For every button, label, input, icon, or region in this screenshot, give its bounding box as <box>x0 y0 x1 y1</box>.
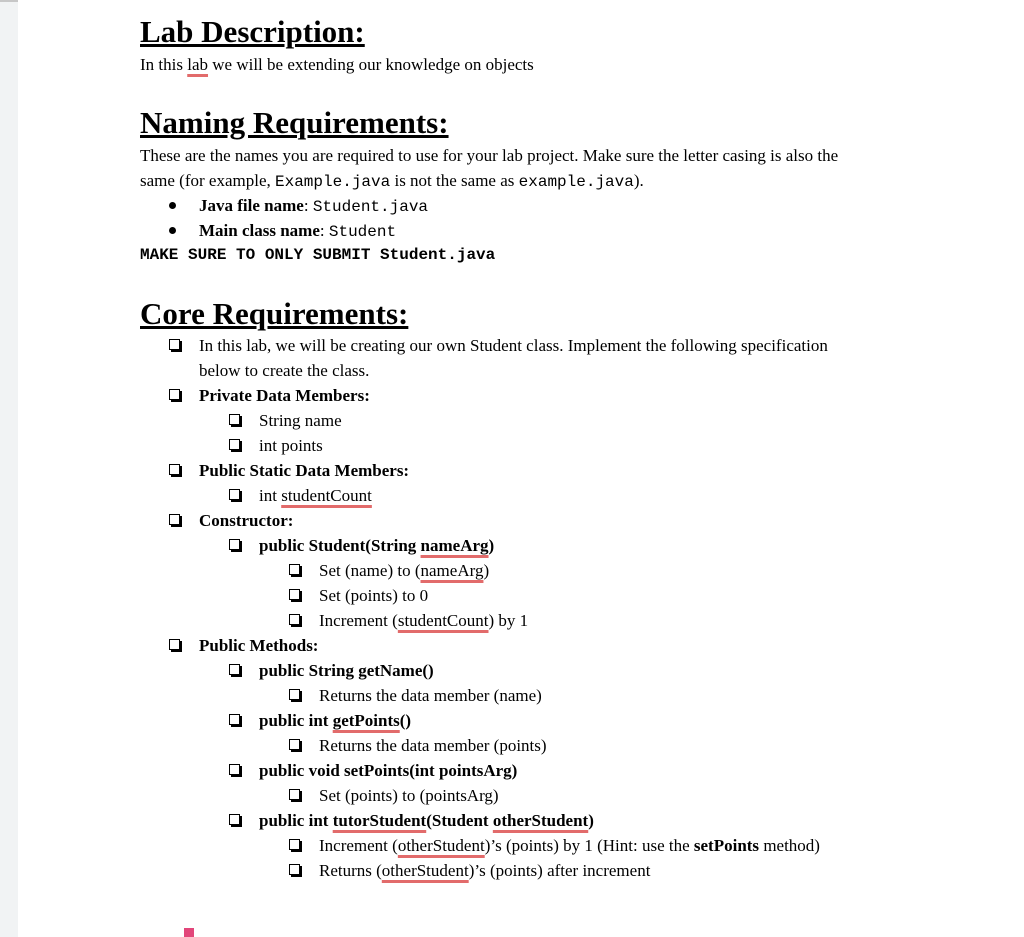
checkbox-icon <box>289 589 300 600</box>
constructor-signature: public Student(String nameArg) <box>259 533 494 558</box>
core-requirements-heading: Core Requirements: <box>140 296 409 331</box>
checkbox-icon <box>289 564 300 575</box>
checkbox-icon <box>289 689 300 700</box>
method-tutorstudent-desc-1: Increment (otherStudent)’s (points) by 1 (Hint: use the setPoints method) <box>319 833 820 858</box>
static-member-count: int studentCount <box>259 483 372 508</box>
constructor-step-2: Set (points) to 0 <box>319 583 428 608</box>
checkbox-icon <box>229 414 240 425</box>
checkbox-icon <box>229 439 240 450</box>
method-getpoints: public int getPoints() <box>259 708 411 733</box>
private-member-name: String name <box>259 408 342 433</box>
naming-line-2: same (for example, Example.java is not the same as example.java). <box>140 171 644 191</box>
bullet-icon <box>169 202 176 209</box>
checkbox-icon <box>289 839 300 850</box>
checkbox-icon <box>229 764 240 775</box>
java-file-name-item: Java file name: Student.java <box>199 193 428 220</box>
private-member-points: int points <box>259 433 323 458</box>
naming-line-1: These are the names you are required to use for your lab project. Make sure the letter casing is also the <box>140 146 839 165</box>
checkbox-icon <box>169 339 180 350</box>
checkbox-icon <box>169 639 180 650</box>
method-getname-desc: Returns the data member (name) <box>319 683 542 708</box>
constructor-item: Constructor: <box>199 508 293 533</box>
checkbox-icon <box>169 514 180 525</box>
naming-requirements-heading: Naming Requirements: <box>140 105 449 140</box>
checkbox-icon <box>169 389 180 400</box>
method-setpoints: public void setPoints(int pointsArg) <box>259 758 517 783</box>
text-cursor-marker <box>184 928 194 937</box>
main-class-name-item: Main class name: Student <box>199 218 396 245</box>
checkbox-icon <box>169 464 180 475</box>
method-getpoints-desc: Returns the data member (points) <box>319 733 547 758</box>
checkbox-icon <box>289 789 300 800</box>
core-intro-item: In this lab, we will be creating our own Student class. Implement the following specification <box>199 333 828 358</box>
checkbox-icon <box>229 664 240 675</box>
bullet-icon <box>169 227 176 234</box>
public-methods-item: Public Methods: <box>199 633 318 658</box>
checkbox-icon <box>289 614 300 625</box>
lab-description-heading: Lab Description: <box>140 14 365 49</box>
checkbox-icon <box>289 864 300 875</box>
method-getname: public String getName() <box>259 658 434 683</box>
checkbox-icon <box>229 714 240 725</box>
method-setpoints-desc: Set (points) to (pointsArg) <box>319 783 499 808</box>
constructor-step-1: Set (name) to (nameArg) <box>319 558 489 583</box>
method-tutorstudent-desc-2: Returns (otherStudent)’s (points) after increment <box>319 858 650 883</box>
checkbox-icon <box>229 814 240 825</box>
constructor-step-3: Increment (studentCount) by 1 <box>319 608 528 633</box>
private-members-item: Private Data Members: <box>199 383 370 408</box>
checkbox-icon <box>229 489 240 500</box>
static-members-item: Public Static Data Members: <box>199 458 409 483</box>
submit-note: MAKE SURE TO ONLY SUBMIT Student.java <box>140 246 496 264</box>
lab-description-text: In this lab we will be extending our knowledge on objects <box>140 55 534 74</box>
core-intro-continuation: below to create the class. <box>199 361 370 380</box>
checkbox-icon <box>289 739 300 750</box>
method-tutorstudent: public int tutorStudent(Student otherStudent) <box>259 808 594 833</box>
checkbox-icon <box>229 539 240 550</box>
